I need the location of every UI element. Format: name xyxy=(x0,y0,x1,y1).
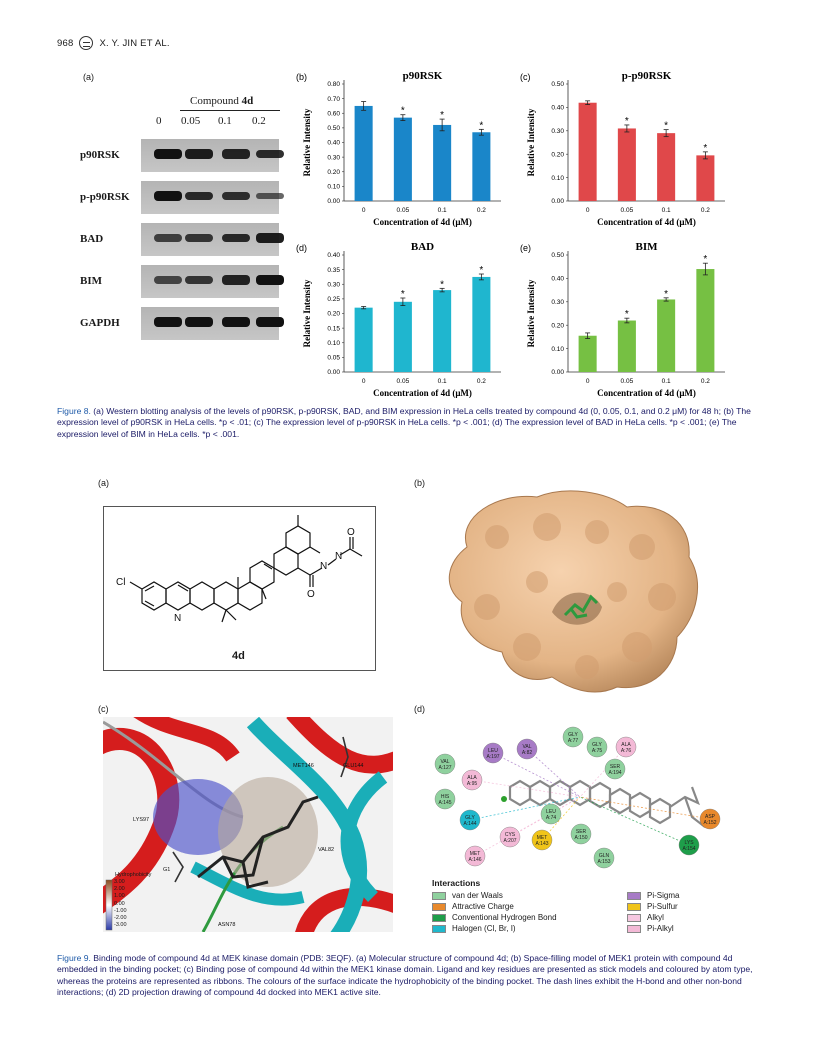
significance-star: * xyxy=(664,120,669,132)
legend-item xyxy=(627,891,732,900)
residue-number: A:77 xyxy=(567,738,579,744)
protein-surface-model xyxy=(427,487,707,704)
fig9-panel-d-label: (d) xyxy=(414,704,425,714)
y-tick-label: 0.10 xyxy=(551,174,564,182)
ribbon-residue-label: G1 xyxy=(163,867,171,873)
y-axis-label: Relative Intensity xyxy=(526,108,536,177)
wb-band xyxy=(222,149,250,158)
legend-item xyxy=(432,913,627,922)
chlorine-atom xyxy=(501,796,507,802)
bar-chart-svg xyxy=(296,241,511,406)
ribbon-residue-label: LYS97 xyxy=(133,817,150,823)
residue-name: GLN xyxy=(598,853,610,859)
bar xyxy=(657,299,675,372)
ligand-ring xyxy=(530,781,550,805)
chart-title: p-p90RSK xyxy=(621,70,672,82)
residue-number: A:197 xyxy=(486,754,500,760)
legend-grid xyxy=(432,891,732,933)
hydrophobicity-tick: 3.00 xyxy=(114,879,125,885)
y-tick-label: 0.15 xyxy=(327,325,340,333)
wb-band xyxy=(256,193,284,200)
chart-panel-label: (e) xyxy=(520,243,531,253)
legend-item xyxy=(432,891,627,900)
chart-title: p90RSK xyxy=(402,70,443,82)
legend-swatch xyxy=(432,925,446,933)
significance-star: * xyxy=(703,254,708,266)
residue-node xyxy=(460,810,480,830)
ligand-ring xyxy=(550,781,570,805)
x-axis-label: Concentration of 4d (μM) xyxy=(597,217,696,227)
residue-node xyxy=(563,727,583,747)
chart-panel-label: (d) xyxy=(296,243,307,253)
wb-blot-strip xyxy=(141,139,279,172)
figure-8-caption-text: (a) Western blotting analysis of the levels of p90RSK, p-p90RSK, BAD, and BIM expression in HeLa cells treated by compound 4d (0, 0.05, 0.1, and 0.2 μM) for 48 h; (b) The expression level of p90RSK in HeLa cells. *p < .01; (c) The expression level of p-p90RSK in HeLa cells. *p < .001; (d) The expression level of BAD in HeLa cells. *p < .001; (e) The expression level of BIM in HeLa cells. *p < .001. xyxy=(57,406,751,439)
residue-node xyxy=(616,737,636,757)
x-tick-label: 0 xyxy=(361,207,366,214)
bar-chart-svg xyxy=(520,70,735,235)
bar xyxy=(696,269,714,372)
wb-compound-heading: Compound 4d xyxy=(190,95,254,107)
interaction-legend xyxy=(432,878,732,933)
hydrophobicity-title: Hydrophobicity xyxy=(115,872,152,878)
bar xyxy=(394,118,412,201)
ligand-ring xyxy=(510,781,530,805)
residue-node xyxy=(541,804,561,824)
residue-number: A:82 xyxy=(521,750,533,756)
wb-band xyxy=(185,149,213,158)
ligand-ring xyxy=(610,789,630,813)
y-tick-label: 0.00 xyxy=(551,198,564,206)
residue-name: SER xyxy=(575,829,587,835)
legend-item xyxy=(627,902,732,911)
y-axis-label: Relative Intensity xyxy=(526,279,536,348)
wb-band xyxy=(154,149,182,159)
figure-8-label: Figure 8. xyxy=(57,406,91,416)
wb-blot-strip xyxy=(141,223,279,256)
molecule-structure-drawing xyxy=(104,507,375,670)
wb-band xyxy=(154,191,182,201)
residue-number: A:95 xyxy=(466,781,478,787)
legend-swatch xyxy=(432,892,446,900)
wb-band xyxy=(222,275,250,284)
residue-node xyxy=(465,846,485,866)
western-blot xyxy=(80,87,280,352)
residue-node xyxy=(435,789,455,809)
y-tick-label: 0.30 xyxy=(327,154,340,162)
y-tick-label: 0.25 xyxy=(327,296,340,304)
residue-number: A:194 xyxy=(608,770,622,776)
legend-label: van der Waals xyxy=(452,891,503,900)
residue-node xyxy=(532,830,552,850)
legend-swatch xyxy=(627,892,641,900)
y-tick-label: 0.70 xyxy=(327,95,340,103)
chart-p-p90rsk xyxy=(520,70,735,235)
residue-node xyxy=(483,743,503,763)
wb-band xyxy=(185,276,213,284)
wb-row-label: BIM xyxy=(80,275,102,287)
y-tick-label: 0.30 xyxy=(551,299,564,306)
fig9-panel-a-label: (a) xyxy=(98,478,109,488)
residue-node xyxy=(462,770,482,790)
residue-name: HIS xyxy=(440,794,450,800)
residue-node xyxy=(605,759,625,779)
hydrophobicity-tick: -1.00 xyxy=(114,907,127,914)
ligand-ring xyxy=(630,793,650,817)
residue-node xyxy=(517,739,537,759)
hydrophobicity-tick: -2.00 xyxy=(114,915,127,921)
x-tick-label: 0 xyxy=(361,378,366,385)
y-tick-label: 0.80 xyxy=(327,81,340,89)
significance-star: * xyxy=(440,110,445,122)
legend-label: Pi-Sigma xyxy=(647,891,680,900)
residue-number: A:152 xyxy=(703,820,717,826)
significance-star: * xyxy=(624,115,629,127)
legend-swatch xyxy=(627,903,641,911)
y-tick-label: 0.20 xyxy=(327,168,340,176)
x-tick-label: 0.1 xyxy=(437,378,447,385)
wb-concentration-2: 0.1 xyxy=(218,115,232,127)
wb-band xyxy=(154,234,182,242)
wb-compound-bar xyxy=(180,110,280,111)
y-tick-label: 0.05 xyxy=(327,354,340,362)
y-axis-label: Relative Intensity xyxy=(302,279,312,348)
wb-blot-strip xyxy=(141,265,279,298)
y-tick-label: 0.20 xyxy=(551,151,564,159)
bar-chart-svg xyxy=(520,241,735,406)
residue-number: A:153 xyxy=(597,859,611,865)
wb-row-label: p-p90RSK xyxy=(80,191,130,203)
y-tick-label: 0.40 xyxy=(551,275,564,283)
residue-node xyxy=(587,737,607,757)
x-tick-label: 0.05 xyxy=(620,378,634,385)
interaction-diagram-svg xyxy=(430,717,730,877)
y-tick-label: 0.00 xyxy=(327,369,340,377)
residue-node xyxy=(571,824,591,844)
residue-name: VAL xyxy=(440,759,450,765)
residue-number: A:146 xyxy=(468,857,482,863)
y-tick-label: 0.00 xyxy=(551,369,564,377)
y-tick-label: 0.40 xyxy=(551,104,564,112)
figure-8-caption xyxy=(57,406,762,440)
bar xyxy=(355,308,373,372)
bar xyxy=(394,302,412,372)
wb-row-label: p90RSK xyxy=(80,149,120,161)
fig9-panel-c-label: (c) xyxy=(98,704,109,714)
wb-concentration-1: 0.05 xyxy=(181,115,201,127)
residue-number: A:74 xyxy=(545,815,557,821)
residue-name: GLY xyxy=(465,815,475,821)
significance-star: * xyxy=(400,105,405,117)
residue-number: A:76 xyxy=(620,748,632,754)
significance-star: * xyxy=(440,279,445,291)
figure-9-label: Figure 9. xyxy=(57,953,91,963)
residue-name: MET xyxy=(536,835,548,841)
y-tick-label: 0.10 xyxy=(551,345,564,353)
x-tick-label: 0.1 xyxy=(661,207,671,214)
y-axis-label: Relative Intensity xyxy=(302,108,312,177)
svg-text:O: O xyxy=(307,589,315,600)
x-axis-label: Concentration of 4d (μM) xyxy=(373,217,472,227)
x-tick-label: 0.05 xyxy=(396,207,410,214)
significance-star: * xyxy=(624,309,629,321)
ribbon-residue-label: MET146 xyxy=(293,763,314,769)
residue-number: A:207 xyxy=(503,838,517,844)
svg-text:N: N xyxy=(174,613,182,624)
legend-swatch xyxy=(627,925,641,933)
legend-swatch xyxy=(627,914,641,922)
page-number: 968 xyxy=(57,37,74,49)
legend-item xyxy=(627,924,732,933)
fig9-panel-b-label: (b) xyxy=(414,478,425,488)
x-tick-label: 0.2 xyxy=(476,378,486,385)
chart-title: BIM xyxy=(635,241,658,253)
residue-name: CYS xyxy=(504,832,516,838)
binding-pose-ribbon xyxy=(103,717,393,932)
bar-chart-svg xyxy=(296,70,511,235)
residue-name: VAL xyxy=(522,744,532,750)
residue-name: LEU xyxy=(546,809,556,815)
legend-label: Halogen (Cl, Br, I) xyxy=(452,924,516,933)
chart-bim xyxy=(520,241,735,406)
residue-node xyxy=(435,754,455,774)
journal-logo-icon xyxy=(79,36,93,50)
residue-number: A:75 xyxy=(591,748,603,754)
bar xyxy=(472,132,490,201)
wb-row-label: GAPDH xyxy=(80,317,120,329)
bar xyxy=(433,290,451,372)
legend-swatch xyxy=(432,903,446,911)
wb-band xyxy=(154,317,182,327)
ribbon-residue-label: ASN78 xyxy=(218,922,236,928)
wb-band xyxy=(222,234,250,243)
x-tick-label: 0 xyxy=(585,207,590,214)
bar xyxy=(472,277,490,372)
x-tick-label: 0.2 xyxy=(700,378,710,385)
running-head xyxy=(57,36,170,50)
chart-title: BAD xyxy=(410,241,435,253)
significance-star: * xyxy=(703,142,708,154)
molecule-name: 4d xyxy=(232,650,245,662)
figure-9-caption-text: Binding mode of compound 4d at MEK kinase domain (PDB: 3EQF). (a) Molecular structure of compound 4d; (b) Space-filling model of MEK1 protein with compound 4d embedded in the binding pocket; (c) Binding pose of compound 4d within the MEK1 kinase domain. Ligand and key residues are presented as stick models and coloured by atom type, whereas the proteins are represented as ribbons. The colours of the surface indicate the hydrophobicity of the binding pocket. The dash lines exhibit the H-bond and other non-bond interactions; (d) 2D projection drawing of compound 4d docked into MEK1 active site. xyxy=(57,953,753,998)
residue-number: A:154 xyxy=(682,846,696,852)
residue-node xyxy=(700,809,720,829)
bar xyxy=(579,103,597,201)
x-tick-label: 0.2 xyxy=(700,207,710,214)
y-tick-label: 0.50 xyxy=(327,125,340,133)
y-tick-label: 0.40 xyxy=(327,252,340,260)
x-tick-label: 0.2 xyxy=(476,207,486,214)
y-tick-label: 0.40 xyxy=(327,139,340,147)
bar xyxy=(657,133,675,201)
wb-band xyxy=(256,275,284,285)
wb-band xyxy=(222,317,250,327)
significance-star: * xyxy=(479,120,484,132)
x-tick-label: 0.05 xyxy=(620,207,634,214)
residue-name: LEU xyxy=(488,748,498,754)
x-tick-label: 0 xyxy=(585,378,590,385)
bar xyxy=(355,106,373,201)
chart-panel-label: (b) xyxy=(296,72,307,82)
wb-concentration-0: 0 xyxy=(156,115,162,127)
svg-text:N: N xyxy=(320,561,328,572)
y-tick-label: 0.50 xyxy=(551,81,564,89)
x-axis-label: Concentration of 4d (μM) xyxy=(373,388,472,398)
hydrophobicity-tick: 1.00 xyxy=(114,893,125,900)
x-axis-label: Concentration of 4d (μM) xyxy=(597,388,696,398)
y-tick-label: 0.50 xyxy=(551,252,564,260)
residue-name: MET xyxy=(469,851,481,857)
legend-title: Interactions xyxy=(432,878,481,888)
molecule-structure-box xyxy=(103,506,376,671)
bar xyxy=(433,125,451,201)
interaction-line xyxy=(527,749,580,797)
legend-item xyxy=(627,913,732,922)
figure-9-caption xyxy=(57,953,762,999)
residue-name: SER xyxy=(609,764,621,770)
legend-label: Conventional Hydrogen Bond xyxy=(452,913,557,922)
bar xyxy=(618,321,636,372)
residue-node xyxy=(594,848,614,868)
wb-row-label: BAD xyxy=(80,233,104,245)
residue-node xyxy=(679,835,699,855)
legend-item xyxy=(432,924,627,933)
legend-label: Pi-Alkyl xyxy=(647,924,674,933)
wb-band xyxy=(185,317,213,327)
chart-bad xyxy=(296,241,511,406)
bar xyxy=(696,155,714,201)
residue-name: LYS xyxy=(684,840,694,846)
wb-band xyxy=(256,233,284,242)
y-tick-label: 0.60 xyxy=(327,110,340,118)
significance-star: * xyxy=(479,265,484,277)
residue-name: ALA xyxy=(467,775,477,781)
residue-number: A:127 xyxy=(438,765,452,771)
x-tick-label: 0.1 xyxy=(437,207,447,214)
wb-band xyxy=(256,317,284,327)
wb-band xyxy=(154,276,182,283)
svg-text:N: N xyxy=(335,551,343,562)
legend-label: Pi-Sulfur xyxy=(647,902,678,911)
legend-label: Attractive Charge xyxy=(452,902,514,911)
residue-number: A:143 xyxy=(535,841,549,847)
residue-number: A:150 xyxy=(574,835,588,841)
legend-swatch xyxy=(432,914,446,922)
wb-band xyxy=(185,234,213,242)
hydrophobicity-tick: -3.00 xyxy=(114,922,127,929)
wb-band xyxy=(222,192,250,201)
residue-name: ASP xyxy=(704,814,716,820)
running-authors: X. Y. JIN ET AL. xyxy=(99,37,170,49)
wb-concentration-3: 0.2 xyxy=(252,115,266,127)
chart-panel-label: (c) xyxy=(520,72,531,82)
residue-name: ALA xyxy=(621,742,631,748)
hydrophobicity-tick: 2.00 xyxy=(114,886,125,893)
fig8-panel-a-label: (a) xyxy=(83,72,94,82)
interaction-line xyxy=(470,797,580,820)
residue-name: GLY xyxy=(592,742,602,748)
svg-text:Cl: Cl xyxy=(116,577,126,588)
significance-star: * xyxy=(400,288,405,300)
y-tick-label: 0.35 xyxy=(327,266,340,274)
ribbon-residue-label: GLU144 xyxy=(343,763,364,769)
ligand-ring xyxy=(650,799,670,823)
y-tick-label: 0.20 xyxy=(327,310,340,318)
svg-text:O: O xyxy=(347,527,355,538)
y-tick-label: 0.30 xyxy=(327,281,340,289)
wb-band xyxy=(256,150,284,159)
ribbon-residue-label: VAL82 xyxy=(318,847,335,853)
hydrophobicity-tick: 0.00 xyxy=(114,900,125,907)
wb-blot-strip xyxy=(141,307,279,340)
legend-item xyxy=(432,902,627,911)
wb-blot-strip xyxy=(141,181,279,214)
residue-name: GLY xyxy=(568,732,578,738)
x-tick-label: 0.05 xyxy=(396,378,410,385)
residue-number: A:145 xyxy=(438,800,452,806)
y-tick-label: 0.00 xyxy=(327,198,340,206)
bar xyxy=(618,128,636,201)
y-tick-label: 0.10 xyxy=(327,339,340,347)
legend-label: Alkyl xyxy=(647,913,664,922)
bar xyxy=(579,336,597,372)
chart-p90rsk xyxy=(296,70,511,235)
residue-node xyxy=(500,827,520,847)
x-tick-label: 0.1 xyxy=(661,378,671,385)
y-tick-label: 0.10 xyxy=(327,183,340,191)
interaction-line xyxy=(475,797,580,856)
ligand-hydrazide xyxy=(670,787,705,827)
significance-star: * xyxy=(664,288,669,300)
ligand-ring xyxy=(590,783,610,807)
y-tick-label: 0.30 xyxy=(551,128,564,135)
wb-band xyxy=(185,192,213,201)
y-tick-label: 0.20 xyxy=(551,322,564,330)
residue-number: A:144 xyxy=(463,821,477,827)
